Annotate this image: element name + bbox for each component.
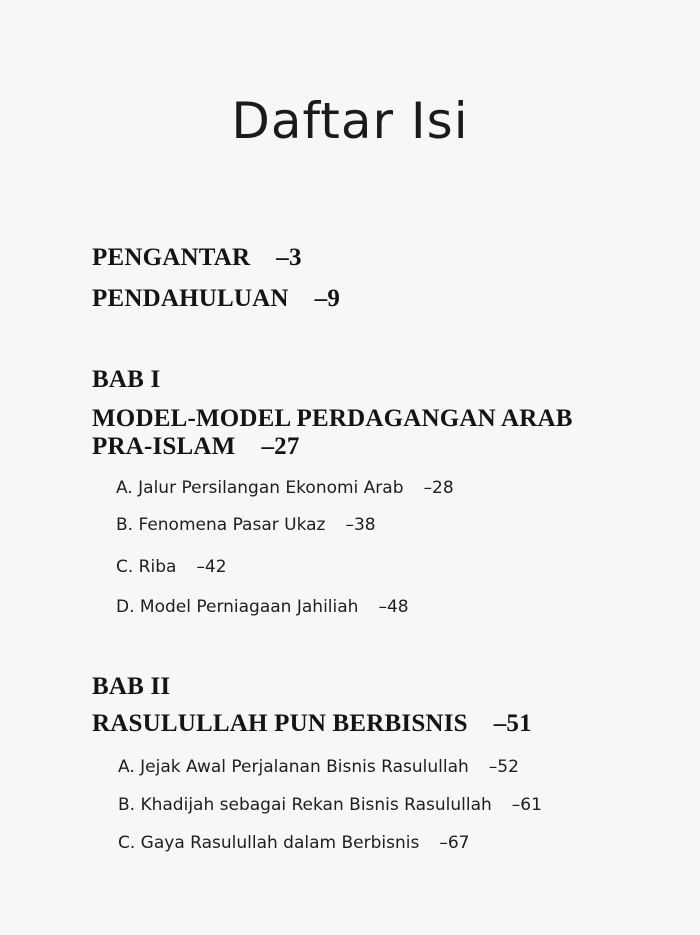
subentry-page: –28 (423, 478, 454, 498)
chapter-title-cont (92, 433, 300, 461)
subentry-page: –42 (196, 557, 227, 577)
subentry-label: A. Jalur Persilangan Ekonomi Arab (116, 478, 404, 498)
chapter-label: BAB II (92, 673, 171, 700)
subentry-page: –52 (488, 757, 519, 777)
toc-subentry (116, 557, 227, 577)
entry-label: PENGANTAR (92, 244, 251, 271)
toc-entry-pengantar (92, 244, 302, 272)
toc-subentry (116, 515, 376, 535)
subentry-label: B. Khadijah sebagai Rekan Bisnis Rasulullah (118, 795, 492, 815)
toc-subentry (118, 833, 469, 853)
subentry-page: –38 (345, 515, 376, 535)
subentry-label: A. Jejak Awal Perjalanan Bisnis Rasulullah (118, 757, 469, 777)
toc-subentry (116, 478, 454, 498)
chapter-page: –51 (493, 710, 532, 737)
chapter-title-line1: RASULULLAH PUN BERBISNIS (92, 710, 468, 737)
chapter-page: –27 (261, 433, 300, 460)
subentry-label: C. Riba (116, 557, 177, 577)
chapter-label: BAB I (92, 366, 161, 393)
toc-subentry (116, 597, 409, 617)
toc-subentry (118, 795, 542, 815)
entry-page: –9 (314, 285, 341, 312)
toc-subentry (118, 757, 519, 777)
entry-page: –3 (276, 244, 302, 271)
page-title: Daftar Isi (231, 92, 469, 150)
chapter-title (92, 710, 532, 738)
entry-label: PENDAHULUAN (92, 285, 289, 312)
subentry-page: –67 (439, 833, 470, 853)
chapter-title: MODEL-MODEL PERDAGANGAN ARAB (92, 405, 573, 432)
subentry-label: B. Fenomena Pasar Ukaz (116, 515, 326, 535)
toc-entry-pendahuluan (92, 285, 340, 313)
subentry-page: –61 (511, 795, 542, 815)
subentry-label: C. Gaya Rasulullah dalam Berbisnis (118, 833, 420, 853)
subentry-page: –48 (378, 597, 409, 617)
subentry-label: D. Model Perniagaan Jahiliah (116, 597, 359, 617)
chapter-title-line2: PRA-ISLAM (92, 433, 236, 460)
